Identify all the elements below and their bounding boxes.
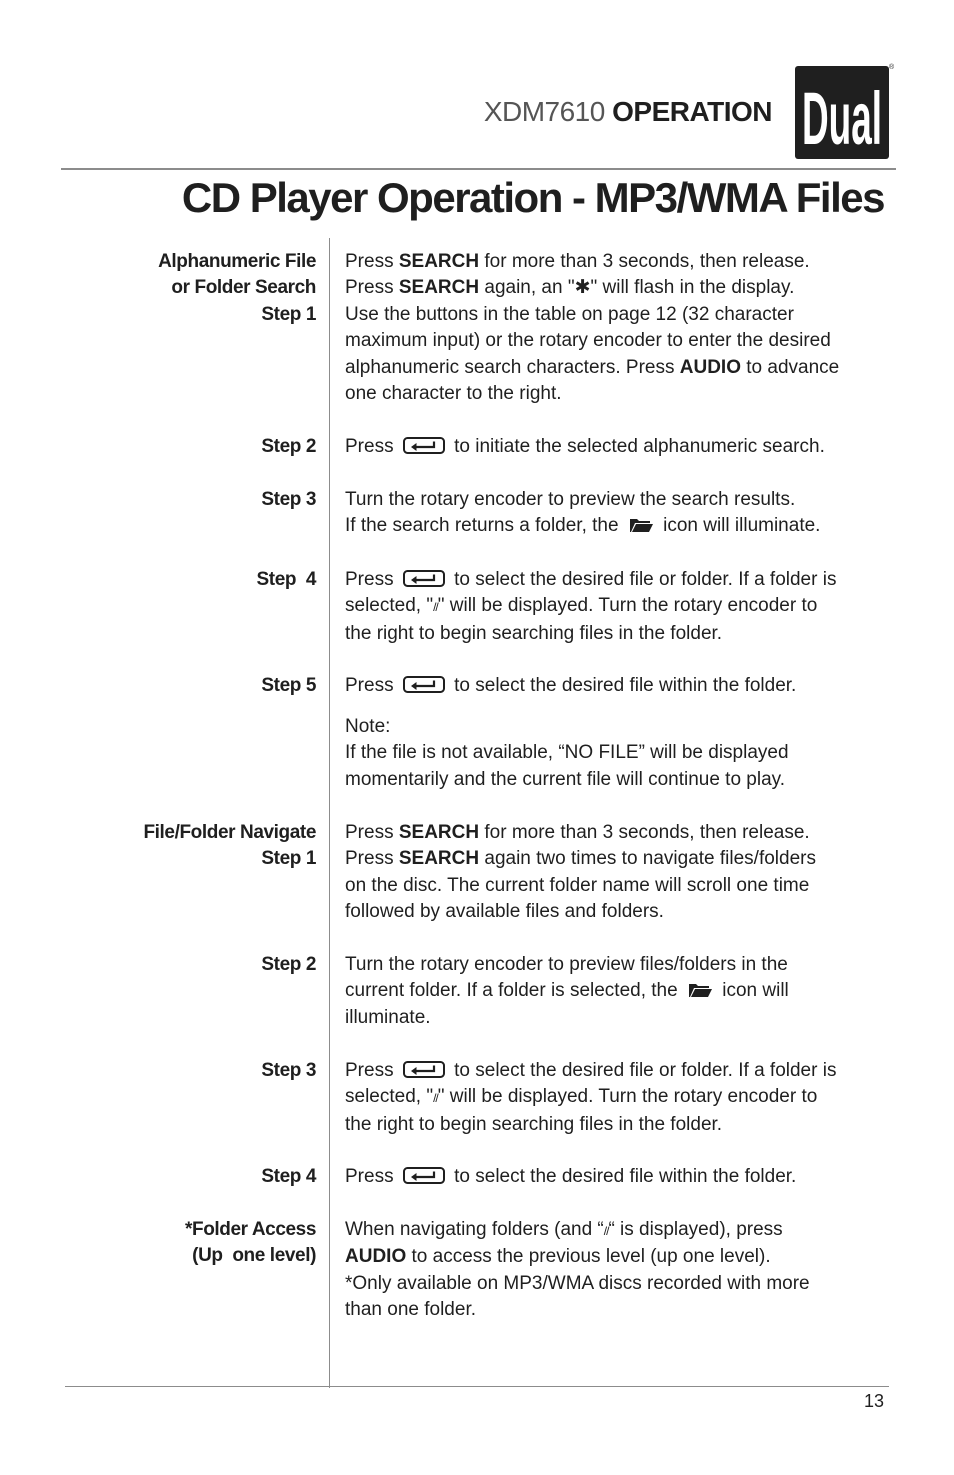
folder-symbol: //: [603, 1224, 609, 1238]
text-line: than one folder.: [345, 1299, 476, 1321]
note-text: [345, 714, 890, 793]
navigate-step2-label: Step 2: [261, 954, 316, 975]
alpha-heading-line-1: Alphanumeric File: [158, 251, 316, 272]
section-name: OPERATION: [612, 96, 772, 127]
text-line: on the disc. The current folder name will scroll one time: [345, 874, 810, 896]
search-key: SEARCH: [398, 251, 480, 272]
text-line: selected, "//" will be displayed. Turn the rotary encoder to: [345, 595, 818, 617]
alpha-step2-label: Step 2: [261, 436, 316, 457]
navigate-heading-line: File/Folder Navigate: [143, 822, 316, 843]
text-line: When navigating folders (and “//“ is displayed), press: [345, 1219, 783, 1240]
folder-access-text: [345, 1217, 890, 1324]
alpha-step1-text: [345, 249, 890, 407]
alpha-step4-label: Step 4: [256, 569, 316, 590]
text-line: Use the buttons in the table on page 12 (32 character: [345, 303, 794, 325]
text-line: Press to select the desired file within the folder.: [345, 1166, 797, 1187]
alpha-step5-text: [345, 673, 890, 699]
audio-key: AUDIO: [679, 356, 741, 378]
note-title: Note:: [345, 716, 391, 737]
enter-button-icon: [403, 570, 445, 587]
text-line: Press to select the desired file within the folder.: [345, 675, 797, 696]
text-line: Press to select the desired file or folder. If a folder is: [345, 569, 837, 590]
text-line: one character to the right.: [345, 383, 562, 405]
search-key: SEARCH: [398, 848, 480, 870]
navigate-step3-label: Step 3: [261, 1060, 316, 1081]
alpha-search-heading: [158, 249, 316, 328]
navigate-step3-text: [345, 1058, 890, 1138]
dual-logo-graphic: [795, 66, 889, 159]
search-key: SEARCH: [398, 822, 480, 843]
navigate-step2-text: [345, 952, 890, 1031]
navigate-heading: [143, 820, 316, 873]
navigate-step4-text: [345, 1164, 890, 1190]
text-line: AUDIO to access the previous level (up one level).: [345, 1246, 771, 1268]
text-line: the right to begin searching files in the folder.: [345, 1113, 723, 1135]
text-line: the right to begin searching files in the folder.: [345, 622, 723, 644]
dual-logo: [795, 66, 889, 159]
alpha-heading-line-2: or Folder Search: [171, 277, 316, 299]
text-line: illuminate.: [345, 1006, 431, 1028]
folder-icon: [687, 982, 713, 998]
navigate-step1-text: [345, 820, 890, 926]
alpha-step3-label: Step 3: [261, 489, 316, 510]
folder-icon: [628, 517, 654, 533]
registered-mark: ®: [889, 64, 895, 71]
header-rule: [61, 168, 896, 170]
text-line: Press to select the desired file or folder. If a folder is: [345, 1060, 837, 1081]
text-line: Turn the rotary encoder to preview files/folders in the: [345, 954, 788, 975]
text-line: selected, "//" will be displayed. Turn the rotary encoder to: [345, 1086, 818, 1108]
header-title: [484, 96, 772, 128]
enter-button-icon: [403, 1167, 445, 1184]
page-number: 13: [864, 1391, 885, 1411]
text-line: Press to initiate the selected alphanumeric search.: [345, 436, 825, 457]
text-line: If the file is not available, “NO FILE” will be displayed: [345, 742, 789, 764]
text-line: *Only available on MP3/WMA discs recorded with more: [345, 1272, 810, 1294]
search-key: SEARCH: [398, 277, 480, 299]
footer-rule: [65, 1386, 889, 1387]
navigate-step1-label: Step 1: [261, 848, 316, 870]
text-line: If the search returns a folder, the icon will illuminate.: [345, 515, 821, 537]
column-divider: [329, 238, 330, 1388]
text-line: maximum input) or the rotary encoder to enter the desired: [345, 330, 831, 352]
alpha-step4-text: [345, 567, 890, 647]
audio-key: AUDIO: [345, 1246, 407, 1268]
text-line: Press SEARCH for more than 3 seconds, then release.: [345, 251, 810, 272]
navigate-step4-label: Step 4: [261, 1166, 316, 1187]
text-line: Turn the rotary encoder to preview the search results.: [345, 489, 796, 510]
enter-button-icon: [403, 437, 445, 454]
text-line: Press SEARCH again two times to navigate files/folders: [345, 848, 816, 870]
enter-button-icon: [403, 676, 445, 693]
brand-wordmark: Dual: [802, 77, 882, 160]
asterisk-symbol: ✱: [574, 277, 591, 299]
text-line: current folder. If a folder is selected, the icon will: [345, 980, 789, 1002]
text-line: momentarily and the current file will continue to play.: [345, 768, 786, 790]
folder-access-line-1: *Folder Access: [185, 1219, 316, 1240]
page-title: CD Player Operation - MP3/WMA Files: [181, 174, 884, 221]
folder-access-heading: [185, 1217, 316, 1270]
model-number: XDM7610: [483, 96, 605, 127]
alpha-step1-label: Step 1: [261, 303, 316, 325]
folder-symbol: //: [433, 600, 438, 615]
text-line: Press SEARCH again, an "✱" will flash in the display.: [345, 277, 795, 299]
alpha-step2-text: [345, 434, 890, 460]
text-line: followed by available files and folders.: [345, 901, 664, 923]
enter-button-icon: [403, 1061, 445, 1078]
folder-symbol: //: [433, 1091, 438, 1106]
text-line: Press SEARCH for more than 3 seconds, then release.: [345, 822, 810, 843]
folder-access-line-2: (Up one level): [192, 1245, 316, 1267]
alpha-step5-label: Step 5: [261, 675, 316, 696]
text-line: alphanumeric search characters. Press AUDIO to advance: [345, 356, 840, 378]
alpha-step3-text: [345, 487, 890, 540]
